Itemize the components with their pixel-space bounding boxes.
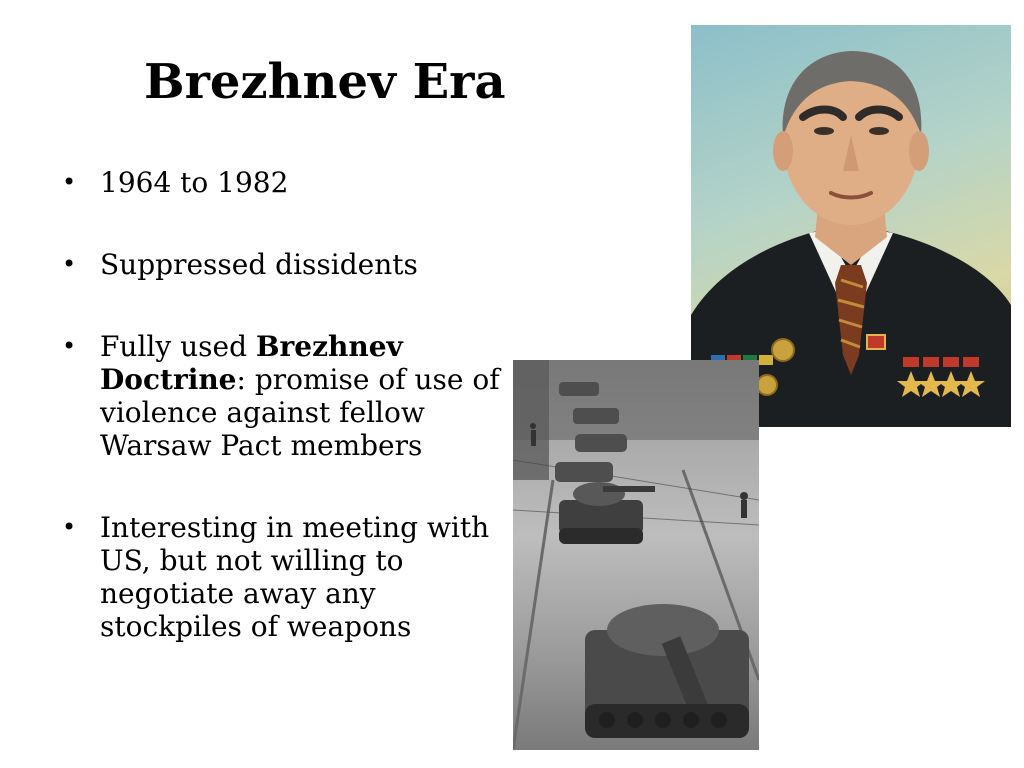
bullet-item bbox=[60, 330, 500, 462]
tanks-illustration bbox=[513, 360, 759, 750]
bullet-text: 1964 to 1982 bbox=[100, 166, 289, 199]
bullet-marker: • bbox=[62, 168, 77, 196]
bold-term: Brezhnev Doctrine bbox=[100, 330, 403, 396]
tanks-photo bbox=[513, 360, 759, 750]
bullet-marker: • bbox=[62, 250, 77, 278]
bullet-item bbox=[60, 511, 500, 643]
slide-title: Brezhnev Era bbox=[144, 54, 506, 110]
bullet-text: Fully used Brezhnev Doctrine: promise of use of violence against fellow Warsaw Pact members bbox=[100, 330, 500, 462]
bullet-marker: • bbox=[62, 332, 77, 360]
bullet-item bbox=[60, 248, 500, 281]
bullet-text: Interesting in meeting with US, but not willing to negotiate away any stockpiles of weapons bbox=[100, 511, 490, 643]
bullet-item bbox=[60, 166, 500, 199]
bullet-list bbox=[60, 166, 500, 692]
bullet-text: Suppressed dissidents bbox=[100, 248, 418, 281]
tank-mid bbox=[559, 482, 655, 544]
bullet-marker: • bbox=[62, 513, 77, 541]
tank-front bbox=[585, 604, 749, 738]
lapel-badge bbox=[867, 335, 885, 349]
